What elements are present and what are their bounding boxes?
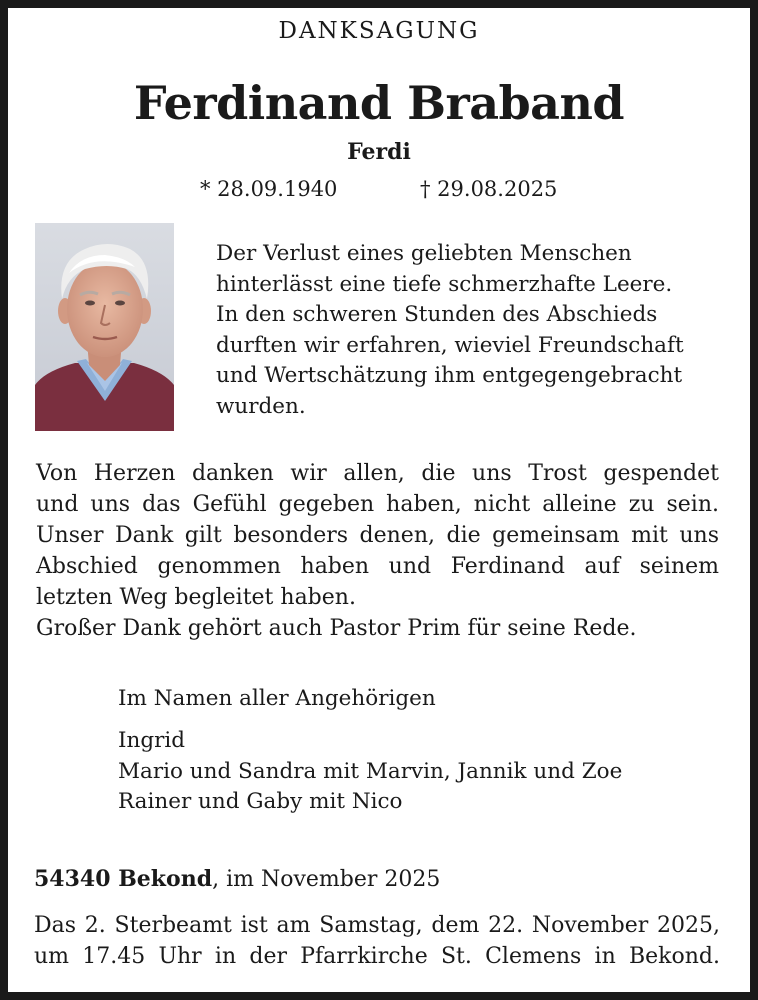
verse-line: wurden. [216, 393, 306, 419]
thanks-line: Von Herzen danken wir allen, die uns Trost gespendet [36, 461, 719, 486]
thanks-line: Abschied genommen haben und Ferdinand auf seinem [36, 554, 719, 579]
verse-line: hinterlässt eine tiefe schmerzhafte Leere. [216, 271, 673, 297]
notice-heading: DANKSAGUNG [278, 18, 480, 44]
thanks-line: Großer Dank gehört auch Pastor Prim für seine Rede. [36, 616, 637, 641]
family-names [118, 726, 718, 818]
service-line: Das 2. Sterbeamt ist am Samstag, dem 22. November 2025, [34, 913, 720, 938]
place-date-line [34, 866, 440, 892]
family-line: Ingrid [118, 728, 186, 753]
thanks-line: und uns das Gefühl gegeben haben, nicht alleine zu sein. [36, 492, 719, 517]
deceased-name: Ferdinand Braband [133, 76, 625, 130]
death-date: † 29.08.2025 [420, 177, 558, 201]
nickname: Ferdi [347, 139, 411, 165]
service-info [34, 910, 720, 972]
birth-date: * 28.09.1940 [200, 177, 338, 201]
thanks-line: Unser Dank gilt besonders denen, die gemeinsam mit uns [36, 523, 719, 548]
thanks-line: letzten Weg begleitet haben. [36, 585, 356, 610]
family-line: Mario und Sandra mit Marvin, Jannik und Zoe [118, 758, 623, 784]
verse-line: Der Verlust eines geliebten Menschen [216, 241, 632, 266]
place-date: , im November 2025 [212, 867, 441, 892]
memorial-verse [216, 239, 726, 423]
verse-line: In den schweren Stunden des Abschieds [216, 302, 658, 328]
verse-line: durften wir erfahren, wieviel Freundschaft [216, 332, 684, 358]
signature-intro: Im Namen aller Angehörigen [118, 686, 436, 711]
service-line: um 17.45 Uhr in der Pfarrkirche St. Clemens in Bekond. [34, 944, 720, 969]
place-location: 54340 Bekond [34, 866, 213, 892]
verse-line: und Wertschätzung ihm entgegengebracht [216, 363, 683, 389]
portrait-photo [35, 223, 174, 431]
thanks-paragraph [36, 458, 719, 644]
family-line: Rainer und Gaby mit Nico [118, 789, 403, 814]
